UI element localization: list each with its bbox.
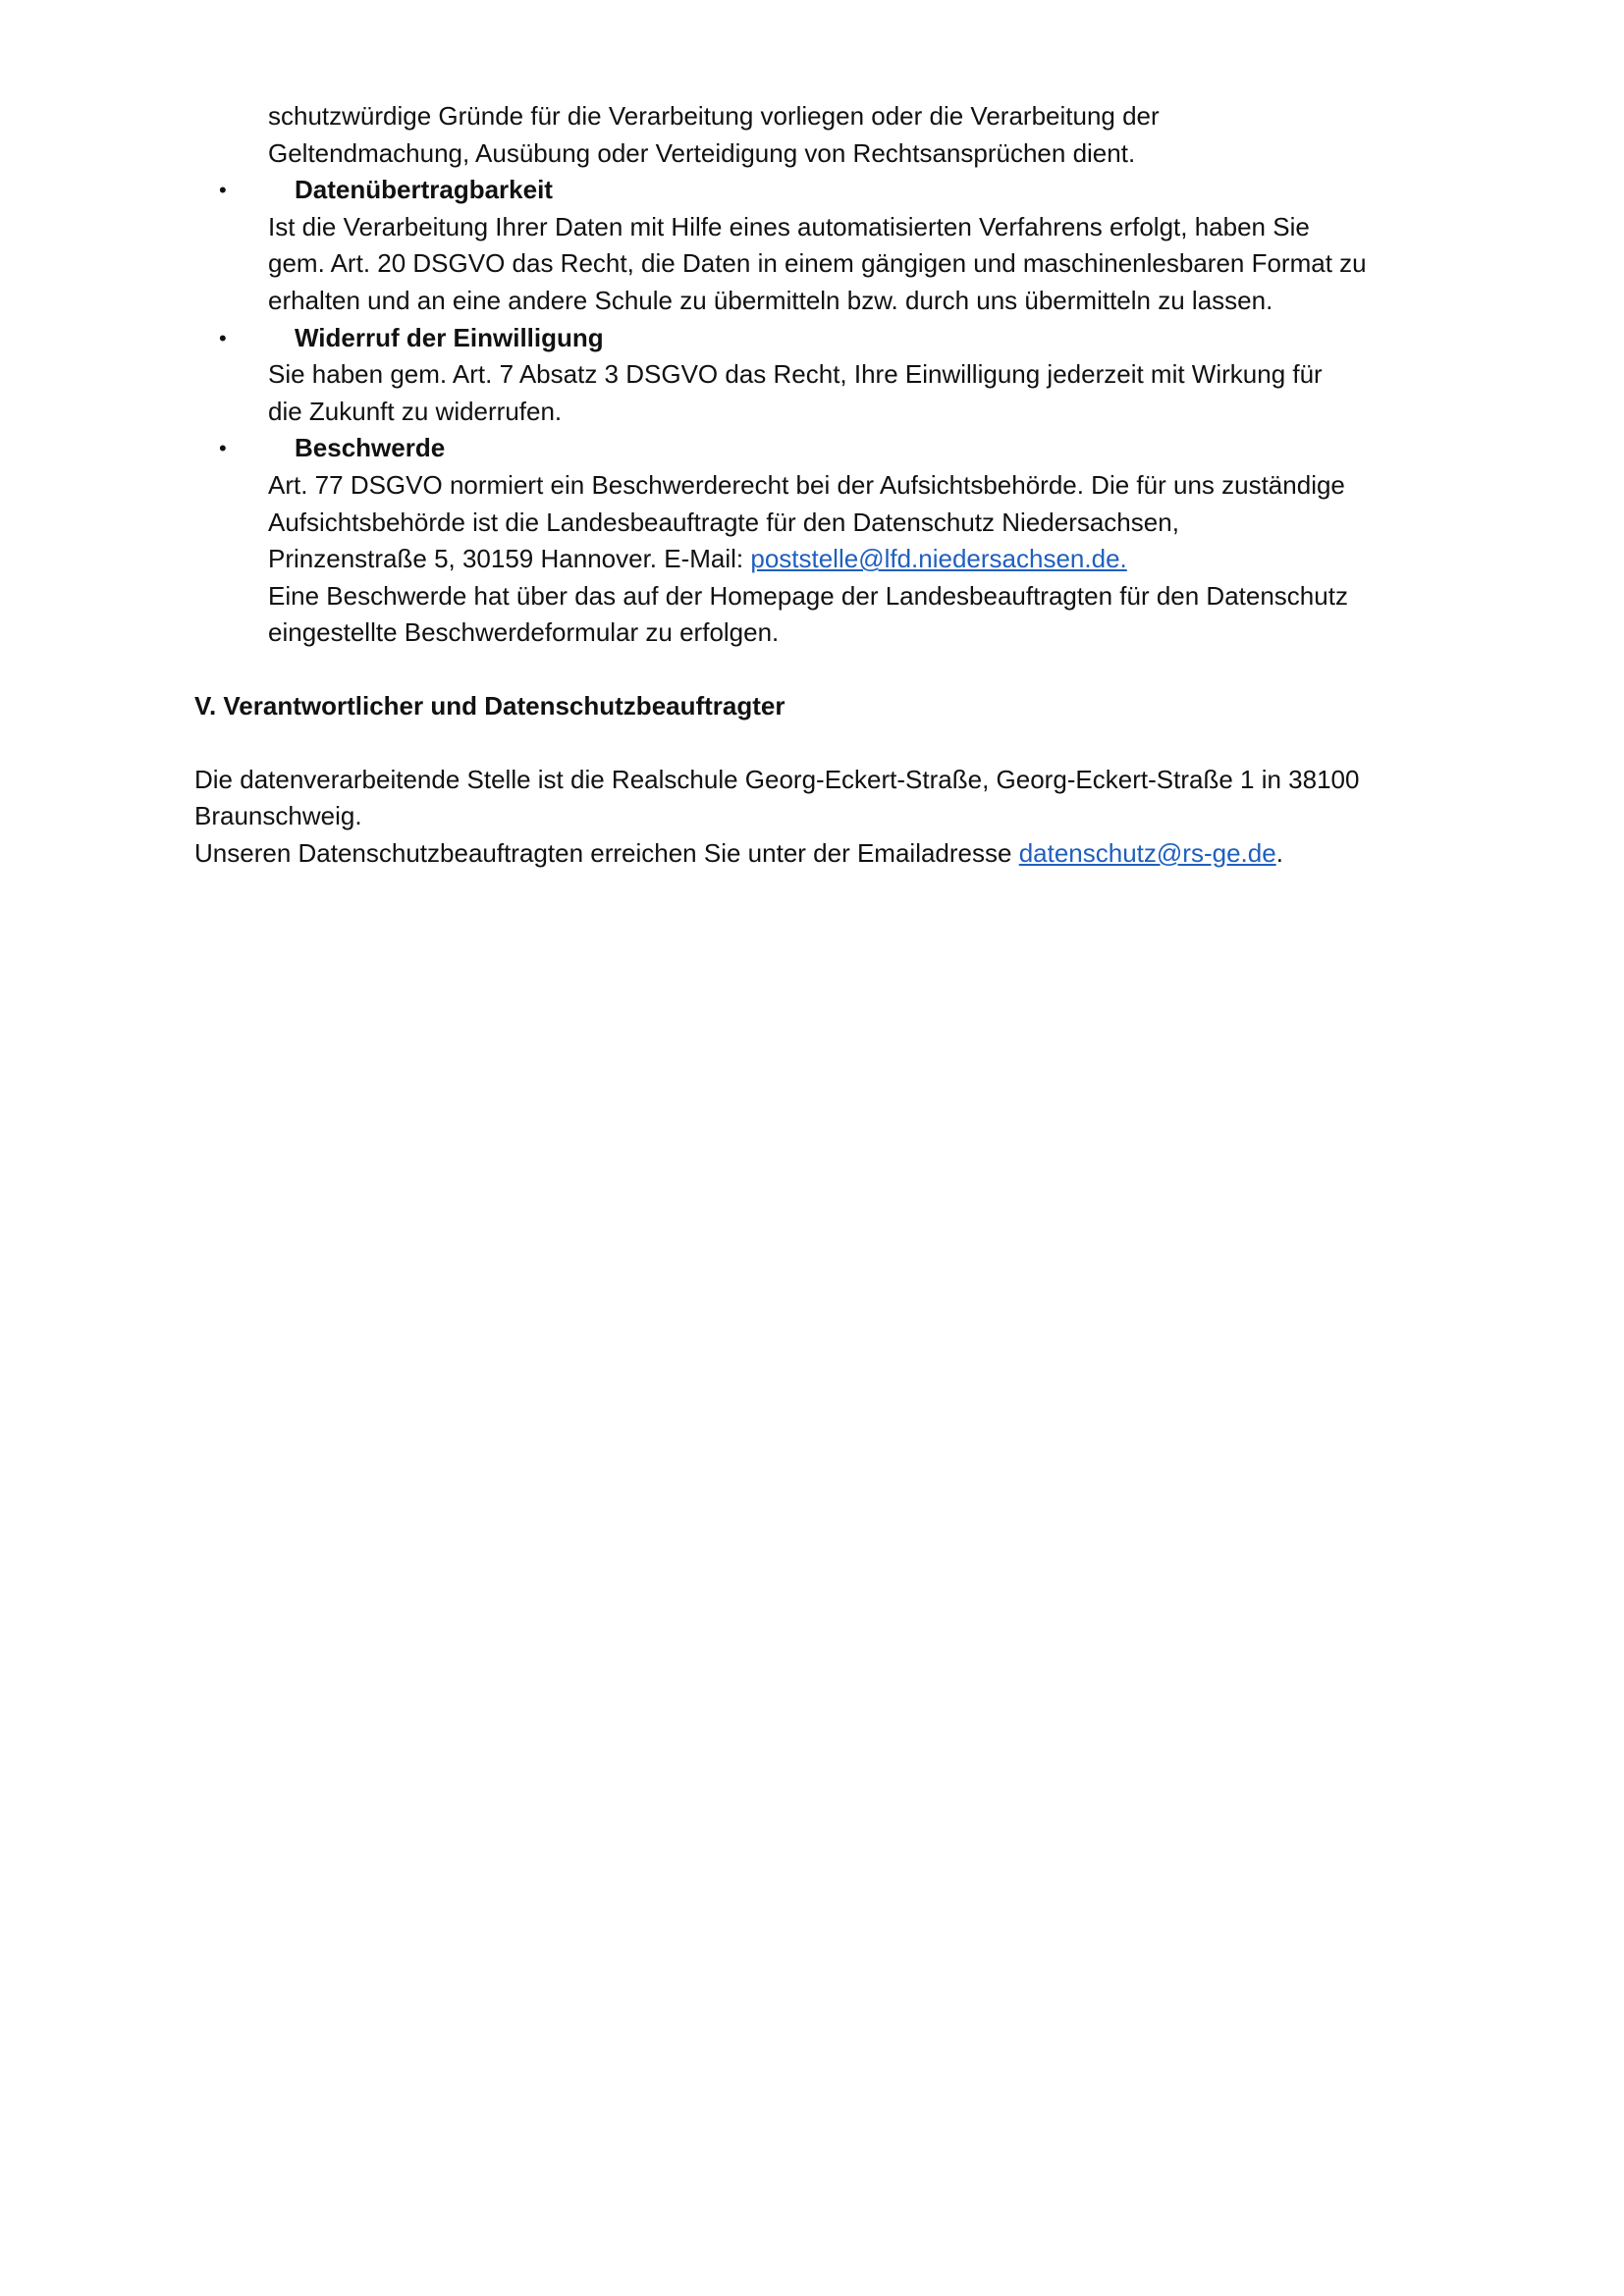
contact-suffix: . [1275, 837, 1283, 868]
section-heading: V. Verantwortlicher und Datenschutzbeauftragter [194, 690, 785, 721]
list-item-beschwerde [194, 430, 1439, 652]
list-item-body [268, 356, 1439, 430]
section-contact-line [194, 835, 1439, 873]
body-line: gem. Art. 20 DSGVO das Recht, die Daten in einem gängigen und maschinenlesbaren Format zu [268, 248, 1367, 279]
body-line: Aufsichtsbehörde ist die Landesbeauftragte für den Datenschutz Niedersachsen, [268, 507, 1179, 537]
document-page [194, 98, 1439, 872]
address-line [268, 541, 1439, 578]
section-line: Die datenverarbeitende Stelle ist die Realschule Georg-Eckert-Straße, Georg-Eckert-Straße 1 in 38100 [194, 764, 1360, 794]
body-line: eingestellte Beschwerdeformular zu erfolgen. [268, 617, 780, 648]
address-text: Prinzenstraße 5, 30159 Hannover. E-Mail: [268, 544, 751, 574]
list-item-widerruf [194, 320, 1439, 431]
section-line: Braunschweig. [194, 801, 362, 831]
list-item-title: Widerruf der Einwilligung [295, 322, 604, 352]
continuation-paragraph [268, 98, 1439, 172]
body-line: Sie haben gem. Art. 7 Absatz 3 DSGVO das Recht, Ihre Einwilligung jederzeit mit Wirkung für [268, 359, 1323, 390]
email-link-datenschutz[interactable]: datenschutz@rs-ge.de [1018, 837, 1276, 868]
bullet-icon: • [219, 325, 227, 350]
continuation-line: schutzwürdige Gründe für die Verarbeitung vorliegen oder die Verarbeitung der [268, 101, 1160, 131]
list-item-body [268, 467, 1439, 652]
contact-text: Unseren Datenschutzbeauftragten erreichen Sie unter der Emailadresse [194, 837, 1019, 868]
section-paragraph [194, 762, 1439, 873]
body-line: Ist die Verarbeitung Ihrer Daten mit Hilfe eines automatisierten Verfahrens erfolgt, haben Sie [268, 211, 1310, 241]
continuation-line: Geltendmachung, Ausübung oder Verteidigung von Rechtsansprüchen dient. [268, 137, 1136, 168]
list-item-title: Beschwerde [295, 433, 446, 463]
body-line: Art. 77 DSGVO normiert ein Beschwerderecht bei der Aufsichtsbehörde. Die für uns zuständige [268, 469, 1345, 500]
list-item-title: Datenübertragbarkeit [295, 175, 553, 205]
body-line: erhalten und an eine andere Schule zu übermitteln bzw. durch uns übermitteln zu lassen. [268, 285, 1273, 315]
list-item-datenuebertragbarkeit [194, 172, 1439, 319]
bullet-icon: • [219, 178, 227, 203]
body-line: Eine Beschwerde hat über das auf der Homepage der Landesbeauftragten für den Datenschutz [268, 580, 1348, 611]
list-item-body [268, 209, 1439, 320]
body-line: die Zukunft zu widerrufen. [268, 396, 563, 426]
email-link-poststelle[interactable]: poststelle@lfd.niedersachsen.de. [750, 544, 1127, 574]
bullet-icon: • [219, 436, 227, 461]
